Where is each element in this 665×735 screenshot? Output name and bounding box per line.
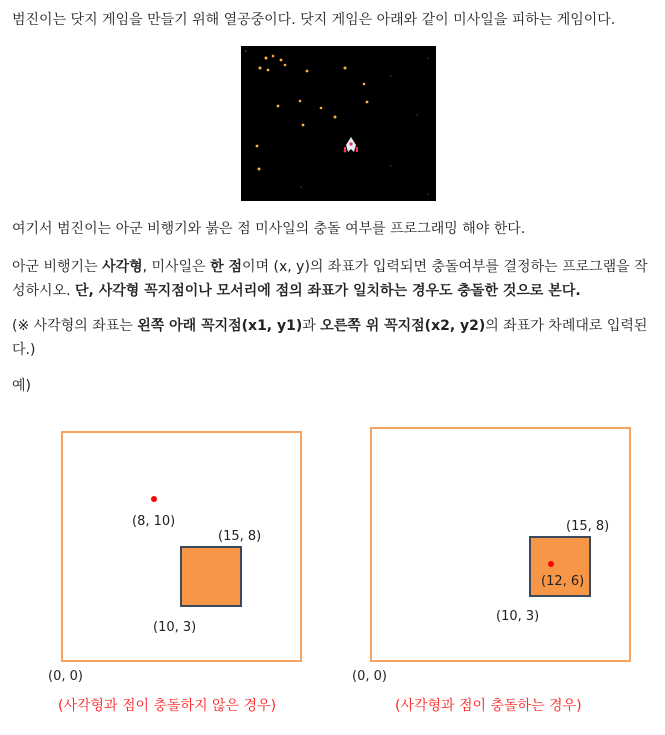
example-2-point xyxy=(548,561,554,567)
note-bold-lower-left: 왼쪽 아래 꼭지점(x1, y1) xyxy=(137,318,303,334)
example-2-upper-right-label: (15, 8) xyxy=(566,519,610,534)
note-text-2: 과 xyxy=(302,318,321,334)
rule-bold-rectangle: 사각형 xyxy=(102,259,143,275)
task-paragraph: 여기서 범진이는 아군 비행기와 붉은 점 미사일의 충돌 여부를 프로그래밍 해야 한다. xyxy=(12,221,526,237)
rule-bold-condition: 단, 사각형 꼭지점이나 모서리에 점의 좌표가 일치하는 경우도 충돌한 것으로 본다. xyxy=(75,283,581,299)
example-2-caption: (사각형과 점이 충돌하는 경우) xyxy=(395,698,582,714)
example-1-upper-right-label: (15, 8) xyxy=(218,529,262,544)
rule-text-2: , 미사일은 xyxy=(142,259,211,275)
example-label: 예) xyxy=(12,378,31,394)
example-1-origin-label: (0, 0) xyxy=(48,669,83,684)
rule-text-1: 아군 비행기는 xyxy=(12,259,103,275)
example-1-point-label: (8, 10) xyxy=(132,514,176,529)
rule-bold-point: 한 점 xyxy=(210,259,243,275)
note-bold-upper-right: 오른쪽 위 꼭지점(x2, y2) xyxy=(320,318,486,334)
example-2-point-label: (12, 6) xyxy=(541,574,585,589)
example-1-diagram xyxy=(48,432,301,684)
example-2-frame xyxy=(371,428,630,661)
example-1-rectangle xyxy=(181,547,241,606)
note-text-1: (※ 사각형의 좌표는 xyxy=(12,318,138,334)
rule-text-3: 이며 (x, y)의 좌표가 입력되면 충돌여부를 결정하는 프로그램을 작성하시오. xyxy=(12,259,648,299)
example-2-origin-label: (0, 0) xyxy=(352,669,387,684)
example-2-diagram xyxy=(352,428,630,684)
note-text-3: 의 좌표가 차례대로 입력된다.) xyxy=(12,318,648,358)
example-2-lower-left-label: (10, 3) xyxy=(496,609,540,624)
example-1-caption: (사각형과 점이 충돌하지 않은 경우) xyxy=(58,698,277,714)
example-1-lower-left-label: (10, 3) xyxy=(153,620,197,635)
intro-paragraph: 범진이는 닷지 게임을 만들기 위해 열공중이다. 닷지 게임은 아래와 같이 미사일을 피하는 게임이다. xyxy=(12,12,616,28)
example-1-point xyxy=(151,496,157,502)
